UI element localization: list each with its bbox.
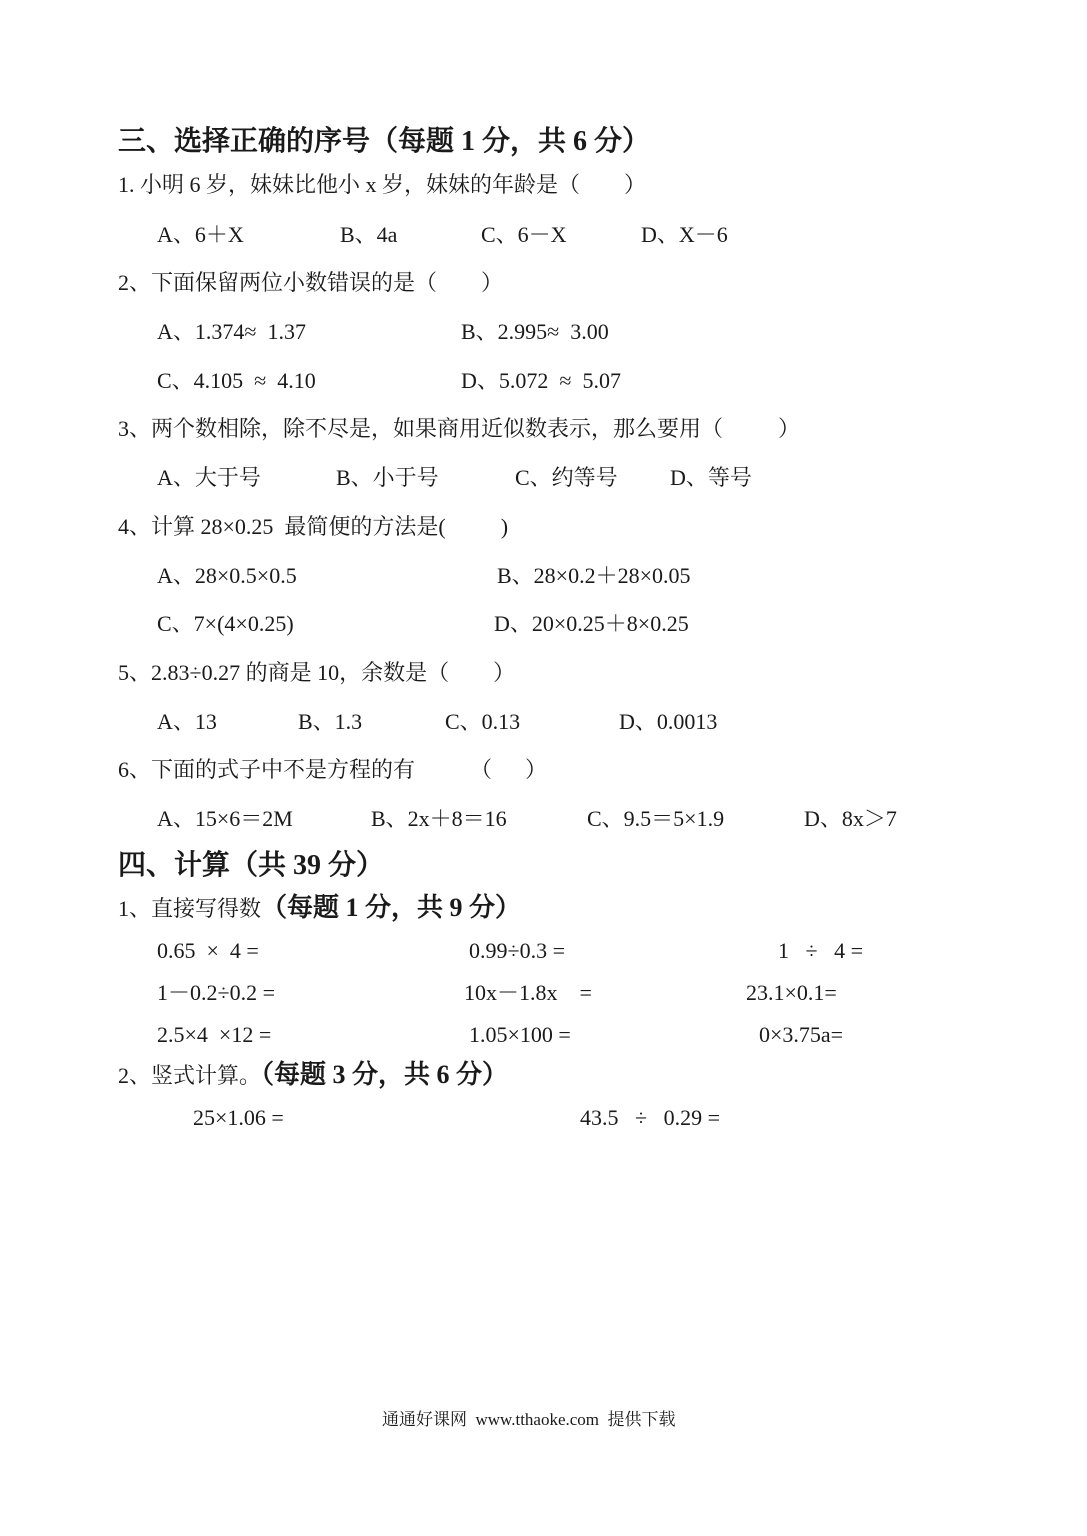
question-2-option-d: D、5.072 ≈ 5.07 [461, 368, 621, 393]
question-4-option-b: B、28×0.2＋28×0.05 [497, 563, 691, 588]
question-4-option-a: A、28×0.5×0.5 [157, 563, 297, 588]
question-5-option-d: D、0.0013 [619, 709, 718, 734]
question-4-option-c: C、7×(4×0.25) [157, 611, 294, 636]
vertical-calc-item-1: 25×1.06 = [193, 1105, 284, 1130]
question-3-option-a: A、大于号 [157, 465, 261, 490]
part-1-label-score: （每题 1 分，共 9 分） [261, 893, 522, 922]
question-3-stem: 3、两个数相除，除不尽是，如果商用近似数表示，那么要用（ ） [118, 416, 801, 441]
question-5-stem: 5、2.83÷0.27 的商是 10，余数是（ ） [118, 660, 516, 685]
calc-item-3: 1 ÷ 4 = [778, 938, 863, 963]
question-1-stem: 1. 小明 6 岁，妹妹比他小 x 岁，妹妹的年龄是（ ） [118, 172, 647, 197]
footer-credit: 通通好课网 www.tthaoke.com 提供下载 [382, 1410, 676, 1429]
part-1-label-text: 1、直接写得数 [118, 896, 262, 921]
question-1-option-d: D、X－6 [641, 222, 728, 247]
calc-item-5: 10x－1.8x = [464, 980, 592, 1005]
question-4-stem: 4、计算 28×0.25 最简便的方法是( ) [118, 514, 509, 539]
part-2-label [118, 1062, 508, 1088]
question-1-option-b: B、4a [340, 222, 398, 247]
question-6-option-c: C、9.5＝5×1.9 [587, 806, 725, 831]
calc-item-1: 0.65 × 4 = [157, 938, 259, 963]
question-3-option-c: C、约等号 [515, 465, 618, 490]
question-6-option-d: D、8x＞7 [804, 806, 897, 831]
question-5-option-b: B、1.3 [298, 709, 363, 734]
question-5-option-c: C、0.13 [445, 709, 521, 734]
section-4-heading: 四、计算（共 39 分） [118, 850, 385, 881]
calc-item-9: 0×3.75a= [759, 1022, 844, 1047]
section-3-heading: 三、选择正确的序号（每题 1 分，共 6 分） [118, 126, 651, 157]
question-6-stem: 6、下面的式子中不是方程的有 （ ） [118, 757, 548, 782]
question-2-option-a: A、1.374≈ 1.37 [157, 319, 306, 344]
calc-item-7: 2.5×4 ×12 = [157, 1022, 272, 1047]
question-2-option-c: C、4.105 ≈ 4.10 [157, 368, 316, 393]
question-3-option-d: D、等号 [670, 465, 752, 490]
part-2-label-score: （每题 3 分，共 6 分） [261, 1060, 509, 1089]
question-2-option-b: B、2.995≈ 3.00 [461, 319, 609, 344]
question-1-option-a: A、6＋X [157, 222, 244, 247]
calc-item-2: 0.99÷0.3 = [469, 938, 565, 963]
question-3-option-b: B、小于号 [336, 465, 439, 490]
question-6-option-a: A、15×6＝2M [157, 806, 293, 831]
question-1-option-c: C、6－X [481, 222, 567, 247]
calc-item-8: 1.05×100 = [469, 1022, 571, 1047]
question-6-option-b: B、2x＋8＝16 [371, 806, 507, 831]
question-2-stem: 2、下面保留两位小数错误的是（ ） [118, 270, 504, 295]
question-5-option-a: A、13 [157, 709, 217, 734]
calc-item-6: 23.1×0.1= [746, 980, 837, 1005]
question-4-option-d: D、20×0.25＋8×0.25 [494, 611, 689, 636]
part-1-label [118, 895, 521, 921]
calc-item-4: 1－0.2÷0.2 = [157, 980, 275, 1005]
part-2-label-text: 2、竖式计算。 [118, 1063, 262, 1088]
vertical-calc-item-2: 43.5 ÷ 0.29 = [580, 1105, 720, 1130]
